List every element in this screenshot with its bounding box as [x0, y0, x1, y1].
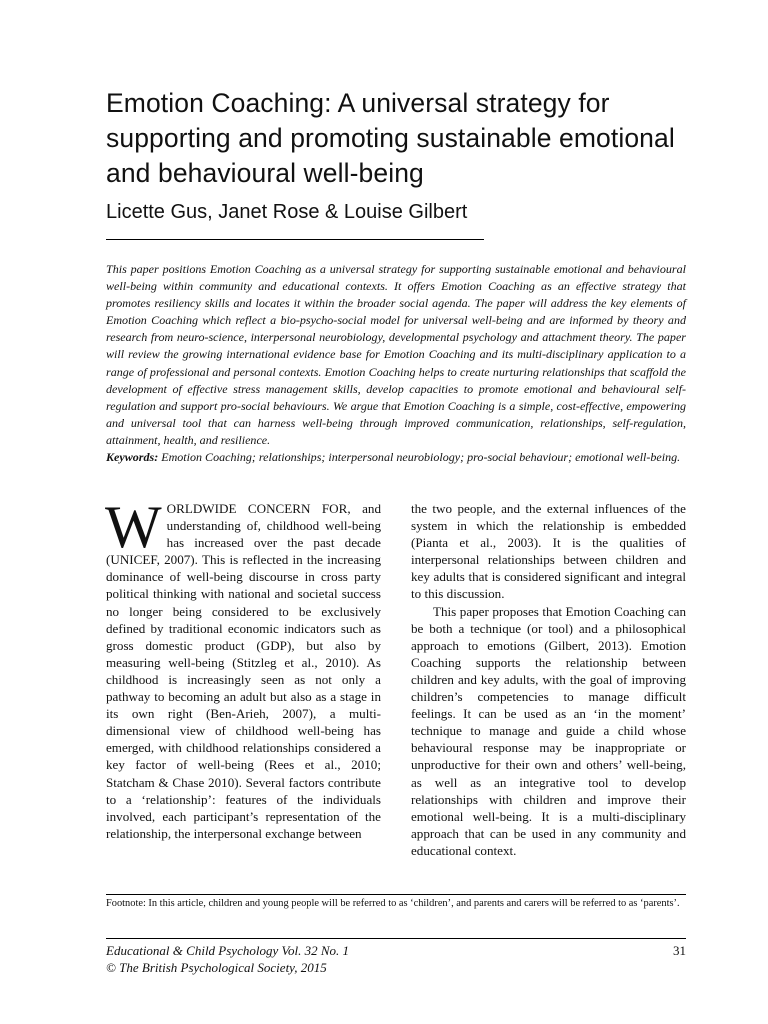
- article-header: [106, 86, 686, 466]
- abstract-text: This paper positions Emotion Coaching as a universal strategy for supporting sustainable emotional and behavioural well-being within community and educational contexts. It offers Emotion Coaching as an effective strategy that promotes resiliency skills and locates it within the broader social agenda. The paper will address the key elements of Emotion Coaching which reflect a bio-psycho-social model for universal well-being and are informed by theory and research from neuro-science, interpersonal neurobiology, developmental psychology and attachment theory. The paper will review the growing international evidence base for Emotion Coaching and its multi-disciplinary application to a range of professional and personal contexts. Emotion Coaching helps to create nurturing relationships that scaffold the development of effective stress management skills, develop capacities to promote emotional and behavioural self-regulation and support pro-social behaviours. We argue that Emotion Coaching is a simple, cost-effective, empowering and universal tool that can harness well-being through improved communication, relationships, self-regulation, attainment, health, and resilience.: [106, 262, 686, 447]
- left-column: [105, 494, 381, 859]
- footnote: Footnote: In this article, children and young people will be referred to as ‘children’, and parents and carers will be referred to as ‘parents’.: [106, 898, 680, 909]
- drop-cap: W: [105, 494, 162, 560]
- journal-divider: [106, 938, 686, 939]
- article-title: Emotion Coaching: A universal strategy for supporting and promoting sustainable emotional and behavioural well-being: [106, 88, 675, 188]
- abstract: [106, 261, 686, 466]
- footnote-divider: [106, 894, 686, 895]
- page-number: 31: [673, 943, 686, 958]
- journal-footer: [106, 942, 686, 976]
- keywords-label: Keywords:: [106, 450, 159, 465]
- body-paragraph: the two people, and the external influences of the system in which the relationship is embedded (Pianta et al., 2003). It is the qualities of interpersonal relationships between children and key adults that is considered significant and integral to this discussion.: [411, 501, 686, 602]
- right-column: [411, 500, 686, 859]
- journal-citation: Educational & Child Psychology Vol. 32 No. 1: [106, 943, 350, 958]
- body-columns: [105, 494, 686, 859]
- article-authors: Licette Gus, Janet Rose & Louise Gilbert: [106, 201, 468, 223]
- left-column-text: ORLDWIDE CONCERN FOR, and understanding of, childhood well-being has increased over the past decade (UNICEF, 2007). This is reflected in the increasing dominance of well-being discourse in cross party political thinking with national and societal success no longer being considered to be exclusively defined by traditional economic indicators such as gross domestic product (GDP), but also by measuring well-being (Stitzleg et al., 2010). As childhood is increasingly seen as not only a pathway to becoming an adult but also as a stage in its own right (Ben-Arieh, 2007), a multi-dimensional view of childhood well-being has emerged, with childhood relationships considered a key factor of well-being (Rees et al., 2010; Statcham & Chase 2010). Several factors contribute to a ‘relationship’: features of the individuals involved, each participant’s representation of the relationship, the interpersonal exchange between: [106, 501, 381, 841]
- copyright-notice: © The British Psychological Society, 2015: [106, 960, 327, 975]
- title-divider: [106, 239, 484, 240]
- body-paragraph: This paper proposes that Emotion Coaching can be both a technique (or tool) and a philosophical approach to emotions (Gilbert, 2013). Emotion Coaching supports the relationship between children and key adults, with the goal of improving children’s competencies to manage difficult feelings. It can be used as an ‘in the moment’ technique to manage and guide a child whose behavioural response may be inappropriate or unproductive for their own and others’ well-being, as well as an integrative tool to develop relationships with children and improve their emotional well-being. It is a multi-disciplinary approach that can be used in any community and educational context.: [411, 603, 686, 858]
- body-paragraph: [105, 494, 381, 842]
- keywords-text: Emotion Coaching; relationships; interpersonal neurobiology; pro-social behaviour; emotional well-being.: [158, 450, 681, 465]
